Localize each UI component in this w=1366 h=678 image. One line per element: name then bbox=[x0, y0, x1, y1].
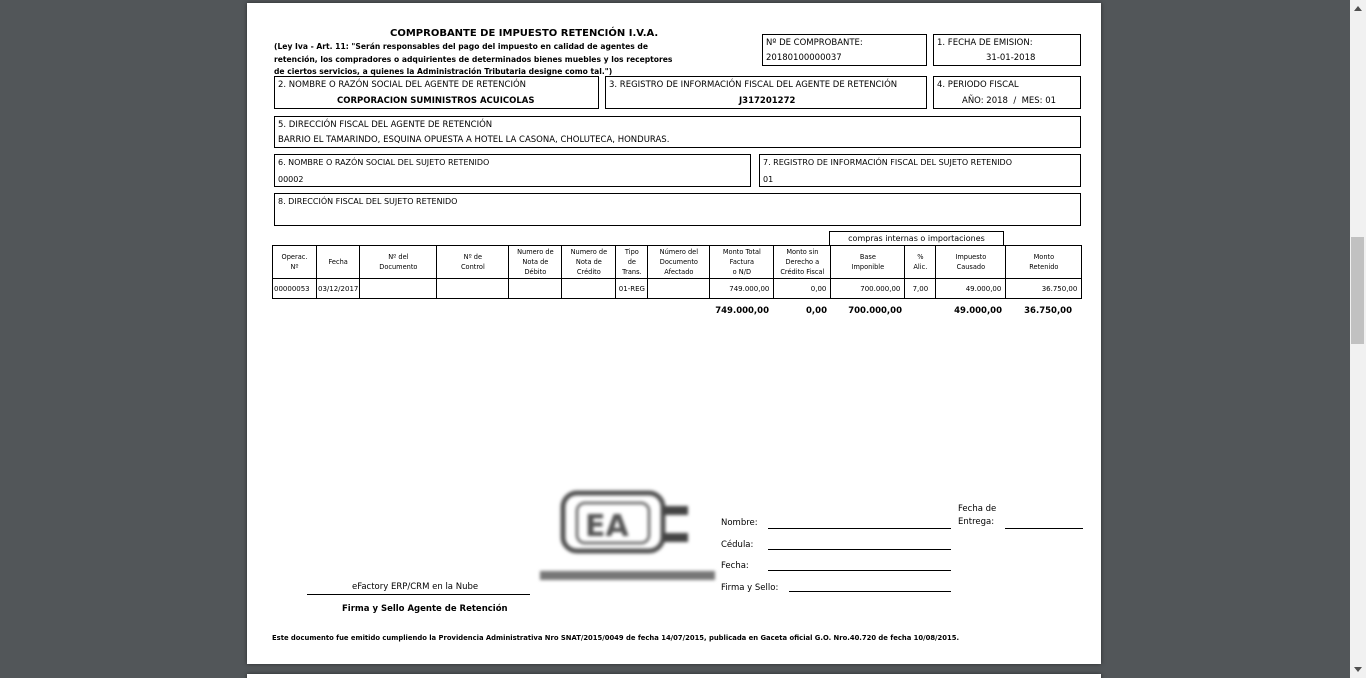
comprobante-label: Nº DE COMPROBANTE: bbox=[766, 38, 863, 48]
fecha-entrega-label-2: Entrega: bbox=[958, 517, 995, 527]
document-title: COMPROBANTE DE IMPUESTO RETENCIÓN I.V.A. bbox=[390, 28, 659, 39]
sujeto-rif-box bbox=[759, 154, 1081, 187]
col-header-base-imponible: Base Imponible bbox=[831, 246, 905, 279]
agente-nombre-label: 2. NOMBRE O RAZÓN SOCIAL DEL AGENTE DE RETENCIÓN bbox=[278, 80, 527, 90]
cell-nota-credito bbox=[562, 279, 616, 299]
retention-table bbox=[272, 245, 1082, 299]
col-header-num-documento: Nº del Documento bbox=[360, 246, 437, 279]
table-header-row bbox=[273, 246, 1082, 279]
cell-num-documento bbox=[360, 279, 437, 299]
total-base-imponible: 700.000,00 bbox=[848, 306, 902, 316]
nombre-line bbox=[768, 528, 951, 529]
comprobante-value: 20180100000037 bbox=[766, 53, 842, 63]
fecha-emision-box bbox=[933, 34, 1081, 66]
footer-legal-text: Este documento fue emitido cumpliendo la Providencia Administrativa Nro SNAT/2015/0049 de fecha 14/07/2015, publicada en Gaceta oficial G.O. Nro.40.720 de fecha 10/08/2015. bbox=[272, 634, 960, 642]
scrollbar-thumb[interactable] bbox=[1351, 237, 1364, 344]
law-text: (Ley Iva - Art. 11: "Serán responsables del pago del impuesto en calidad de agentes de retención, los compradores o adquirientes de determinados bienes muebles y los receptores de ciertos servicios, a quienes la Administración Tributaria designe como tal.") bbox=[274, 42, 673, 76]
cell-alicuota: 7,00 bbox=[905, 279, 936, 299]
agente-direccion-label: 5. DIRECCIÓN FISCAL DEL AGENTE DE RETENCIÓN bbox=[278, 120, 493, 130]
table-row bbox=[273, 279, 1082, 299]
cedula-label: Cédula: bbox=[721, 540, 754, 550]
periodo-fiscal-box bbox=[933, 76, 1081, 109]
fecha-entrega-line bbox=[1005, 528, 1083, 529]
scroll-down-arrow-icon[interactable] bbox=[1354, 667, 1362, 672]
fecha-line bbox=[768, 570, 951, 571]
compras-group-header: compras internas o importaciones bbox=[829, 231, 1004, 246]
company-stamp-logo bbox=[535, 481, 720, 591]
col-header-num-control: Nº de Control bbox=[437, 246, 509, 279]
col-header-monto-sin-derecho: Monto sin Derecho a Crédito Fiscal bbox=[774, 246, 831, 279]
cell-fecha: 03/12/2017 bbox=[317, 279, 360, 299]
agent-signature-label: Firma y Sello Agente de Retención bbox=[342, 604, 508, 614]
cell-tipo-trans: 01-REG bbox=[616, 279, 648, 299]
agente-rif-label: 3. REGISTRO DE INFORMACIÓN FISCAL DEL AGENTE DE RETENCIÓN bbox=[609, 80, 898, 90]
agente-nombre-box bbox=[274, 76, 599, 109]
col-header-fecha: Fecha bbox=[317, 246, 360, 279]
agent-signature-line bbox=[307, 594, 530, 595]
cell-doc-afectado bbox=[648, 279, 710, 299]
cell-monto-total: 749.000,00 bbox=[710, 279, 774, 299]
periodo-fiscal-value: AÑO: 2018 / MES: 01 bbox=[962, 96, 1057, 106]
periodo-fiscal-label: 4. PERIODO FISCAL bbox=[937, 80, 1019, 90]
next-page bbox=[247, 674, 1101, 678]
col-header-alicuota: % Alic. bbox=[905, 246, 936, 279]
col-header-operac: Operac. Nº bbox=[273, 246, 317, 279]
cell-base-imponible: 700.000,00 bbox=[831, 279, 905, 299]
total-monto: 749.000,00 bbox=[715, 306, 769, 316]
agente-rif-box bbox=[605, 76, 927, 109]
sujeto-direccion-label: 8. DIRECCIÓN FISCAL DEL SUJETO RETENIDO bbox=[278, 197, 458, 206]
vertical-scrollbar[interactable] bbox=[1350, 0, 1366, 678]
comprobante-box bbox=[762, 34, 927, 66]
cell-impuesto-causado: 49.000,00 bbox=[936, 279, 1006, 299]
sujeto-nombre-box bbox=[274, 154, 751, 187]
col-header-tipo-trans: Tipo de Trans. bbox=[616, 246, 648, 279]
cell-nota-debito bbox=[509, 279, 562, 299]
col-header-doc-afectado: Número del Documento Afectado bbox=[648, 246, 710, 279]
cell-operac: 00000053 bbox=[273, 279, 317, 299]
total-sin-derecho: 0,00 bbox=[806, 306, 827, 316]
agente-rif-value: J317201272 bbox=[739, 96, 796, 106]
cedula-line bbox=[768, 549, 951, 550]
fecha-entrega-label-1: Fecha de bbox=[958, 504, 997, 514]
agente-direccion-value: BARRIO EL TAMARINDO, ESQUINA OPUESTA A HOTEL LA CASONA, CHOLUTECA, HONDURAS. bbox=[278, 135, 670, 145]
sujeto-nombre-value: 00002 bbox=[278, 175, 304, 184]
fecha-emision-value: 31-01-2018 bbox=[986, 53, 1036, 63]
cell-monto-sin-derecho: 0,00 bbox=[774, 279, 831, 299]
fecha-label: Fecha: bbox=[721, 561, 749, 571]
col-header-nota-credito: Numero de Nota de Crédito bbox=[562, 246, 616, 279]
sujeto-direccion-box bbox=[274, 193, 1081, 226]
col-header-monto-total: Monto Total Factura o N/D bbox=[710, 246, 774, 279]
firma-sello-label: Firma y Sello: bbox=[721, 583, 779, 593]
cell-num-control bbox=[437, 279, 509, 299]
col-header-monto-retenido: Monto Retenido bbox=[1006, 246, 1082, 279]
sujeto-rif-label: 7. REGISTRO DE INFORMACIÓN FISCAL DEL SUJETO RETENIDO bbox=[763, 158, 1013, 167]
document-page bbox=[247, 3, 1101, 664]
cell-monto-retenido: 36.750,00 bbox=[1006, 279, 1082, 299]
nombre-label: Nombre: bbox=[721, 518, 758, 528]
fecha-emision-label: 1. FECHA DE EMISION: bbox=[937, 38, 1033, 48]
scroll-up-arrow-icon[interactable] bbox=[1354, 6, 1362, 11]
svg-text:EA: EA bbox=[585, 509, 629, 544]
col-header-impuesto-causado: Impuesto Causado bbox=[936, 246, 1006, 279]
col-header-nota-debito: Numero de Nota de Débito bbox=[509, 246, 562, 279]
sujeto-nombre-label: 6. NOMBRE O RAZÓN SOCIAL DEL SUJETO RETENIDO bbox=[278, 158, 490, 167]
firma-sello-line bbox=[789, 591, 951, 592]
sujeto-rif-value: 01 bbox=[763, 175, 774, 184]
total-monto-retenido: 36.750,00 bbox=[1024, 306, 1072, 316]
company-name-text: eFactory ERP/CRM en la Nube bbox=[352, 582, 479, 592]
agente-nombre-value: CORPORACION SUMINISTROS ACUICOLAS bbox=[337, 96, 535, 106]
agente-direccion-box bbox=[274, 116, 1081, 148]
total-impuesto-causado: 49.000,00 bbox=[954, 306, 1002, 316]
